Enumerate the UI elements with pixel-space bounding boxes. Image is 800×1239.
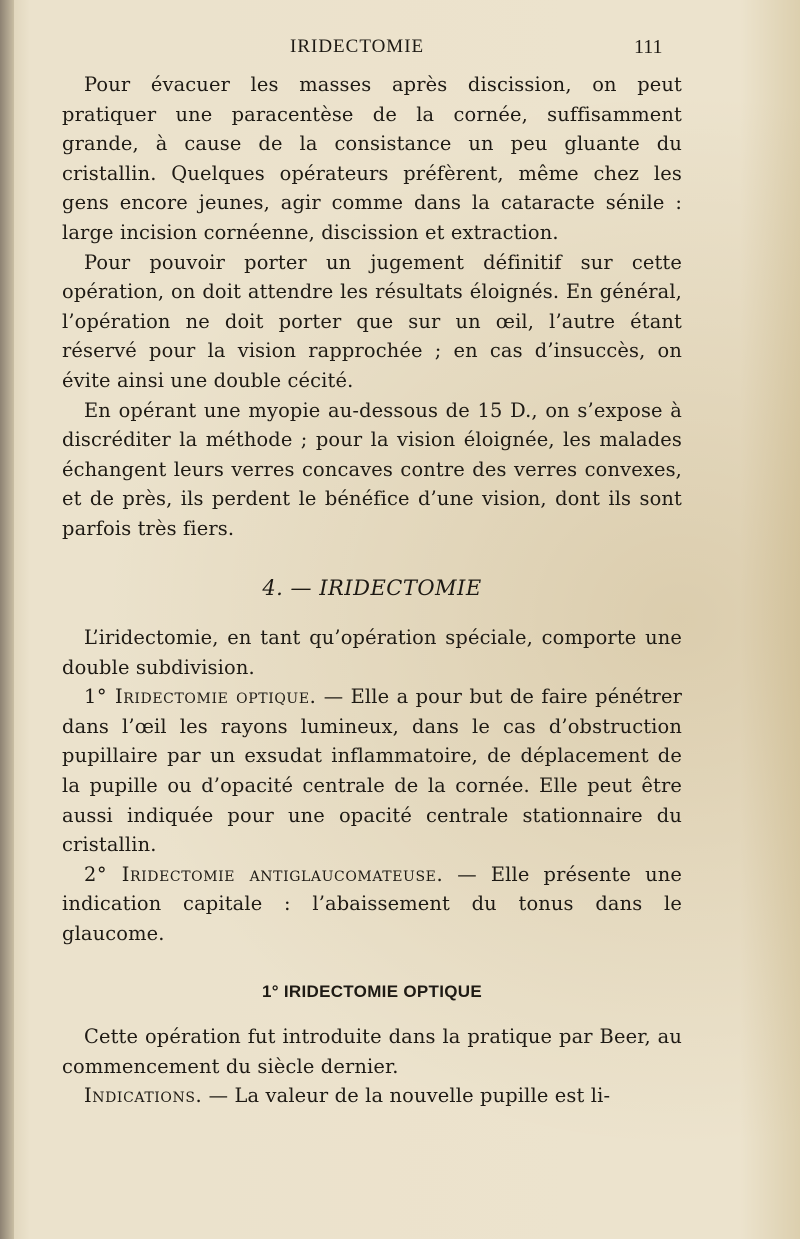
- running-head-title: IRIDECTOMIE: [290, 36, 425, 57]
- book-spine-shadow: [0, 0, 14, 1239]
- subsection-heading: 1° IRIDECTOMIE OPTIQUE: [262, 981, 482, 1001]
- indications-paragraph: [62, 1081, 682, 1111]
- paragraph-1: Pour évacuer les masses après discission, on peut pratiquer une paracentèse de la cornée, suffisamment grande, à cause de la consistance un peu gluante du cristallin. Quelques opérateurs préfèrent, même chez les gens encore jeunes, agir comme dans la cataracte sénile : large incision cornéenne, discission et extraction.: [62, 73, 682, 244]
- page-number: 111: [634, 36, 663, 58]
- item-antiglaucomateuse-text: — Elle présente une indication capitale : l’abaissement du tonus dans le glaucome.: [62, 862, 682, 946]
- item-optique: [62, 682, 682, 860]
- indications-label: Indications.: [84, 1084, 203, 1108]
- item-antiglaucomateuse: [62, 860, 682, 949]
- item-optique-label: 1° Iridectomie optique.: [84, 685, 317, 709]
- section-intro: L’iridectomie, en tant qu’opération spéciale, comporte une double subdivision.: [62, 626, 682, 679]
- subsection-paragraph: Cette opération fut introduite dans la pratique par Beer, au commencement du siècle dernier.: [62, 1025, 682, 1078]
- body-text: [62, 70, 682, 1111]
- item-antiglaucomateuse-label: 2° Iridectomie antiglaucomateuse.: [84, 862, 444, 886]
- indications-text: — La valeur de la nouvelle pupille est li-: [202, 1084, 611, 1108]
- running-head: [0, 36, 800, 62]
- paragraph-2: Pour pouvoir porter un jugement définitif sur cette opération, on doit attendre les résultats éloignés. En général, l’opération ne doit porter que sur un œil, l’autre étant réservé pour la vision rapprochée ; en cas d’insuccès, on évite ainsi une double cécité.: [62, 250, 682, 392]
- paragraph-3: En opérant une myopie au-dessous de 15 D., on s’expose à discréditer la méthode ; pour la vision éloignée, les malades échangent leurs verres concaves contre des verres convexes, et de près, ils perdent le bénéfice d’une vision, dont ils sont parfois très fiers.: [62, 398, 682, 540]
- section-heading: 4. — IRIDECTOMIE: [262, 575, 482, 600]
- item-optique-text: — Elle a pour but de faire pénétrer dans l’œil les rayons lumineux, dans le cas d’obstruction pupillaire par un exsudat inflammatoire, de déplacement de la pupille ou d’opacité centrale de la cornée. Elle peut être aussi indiquée pour une opacité centrale stationnaire du cristallin.: [62, 685, 682, 857]
